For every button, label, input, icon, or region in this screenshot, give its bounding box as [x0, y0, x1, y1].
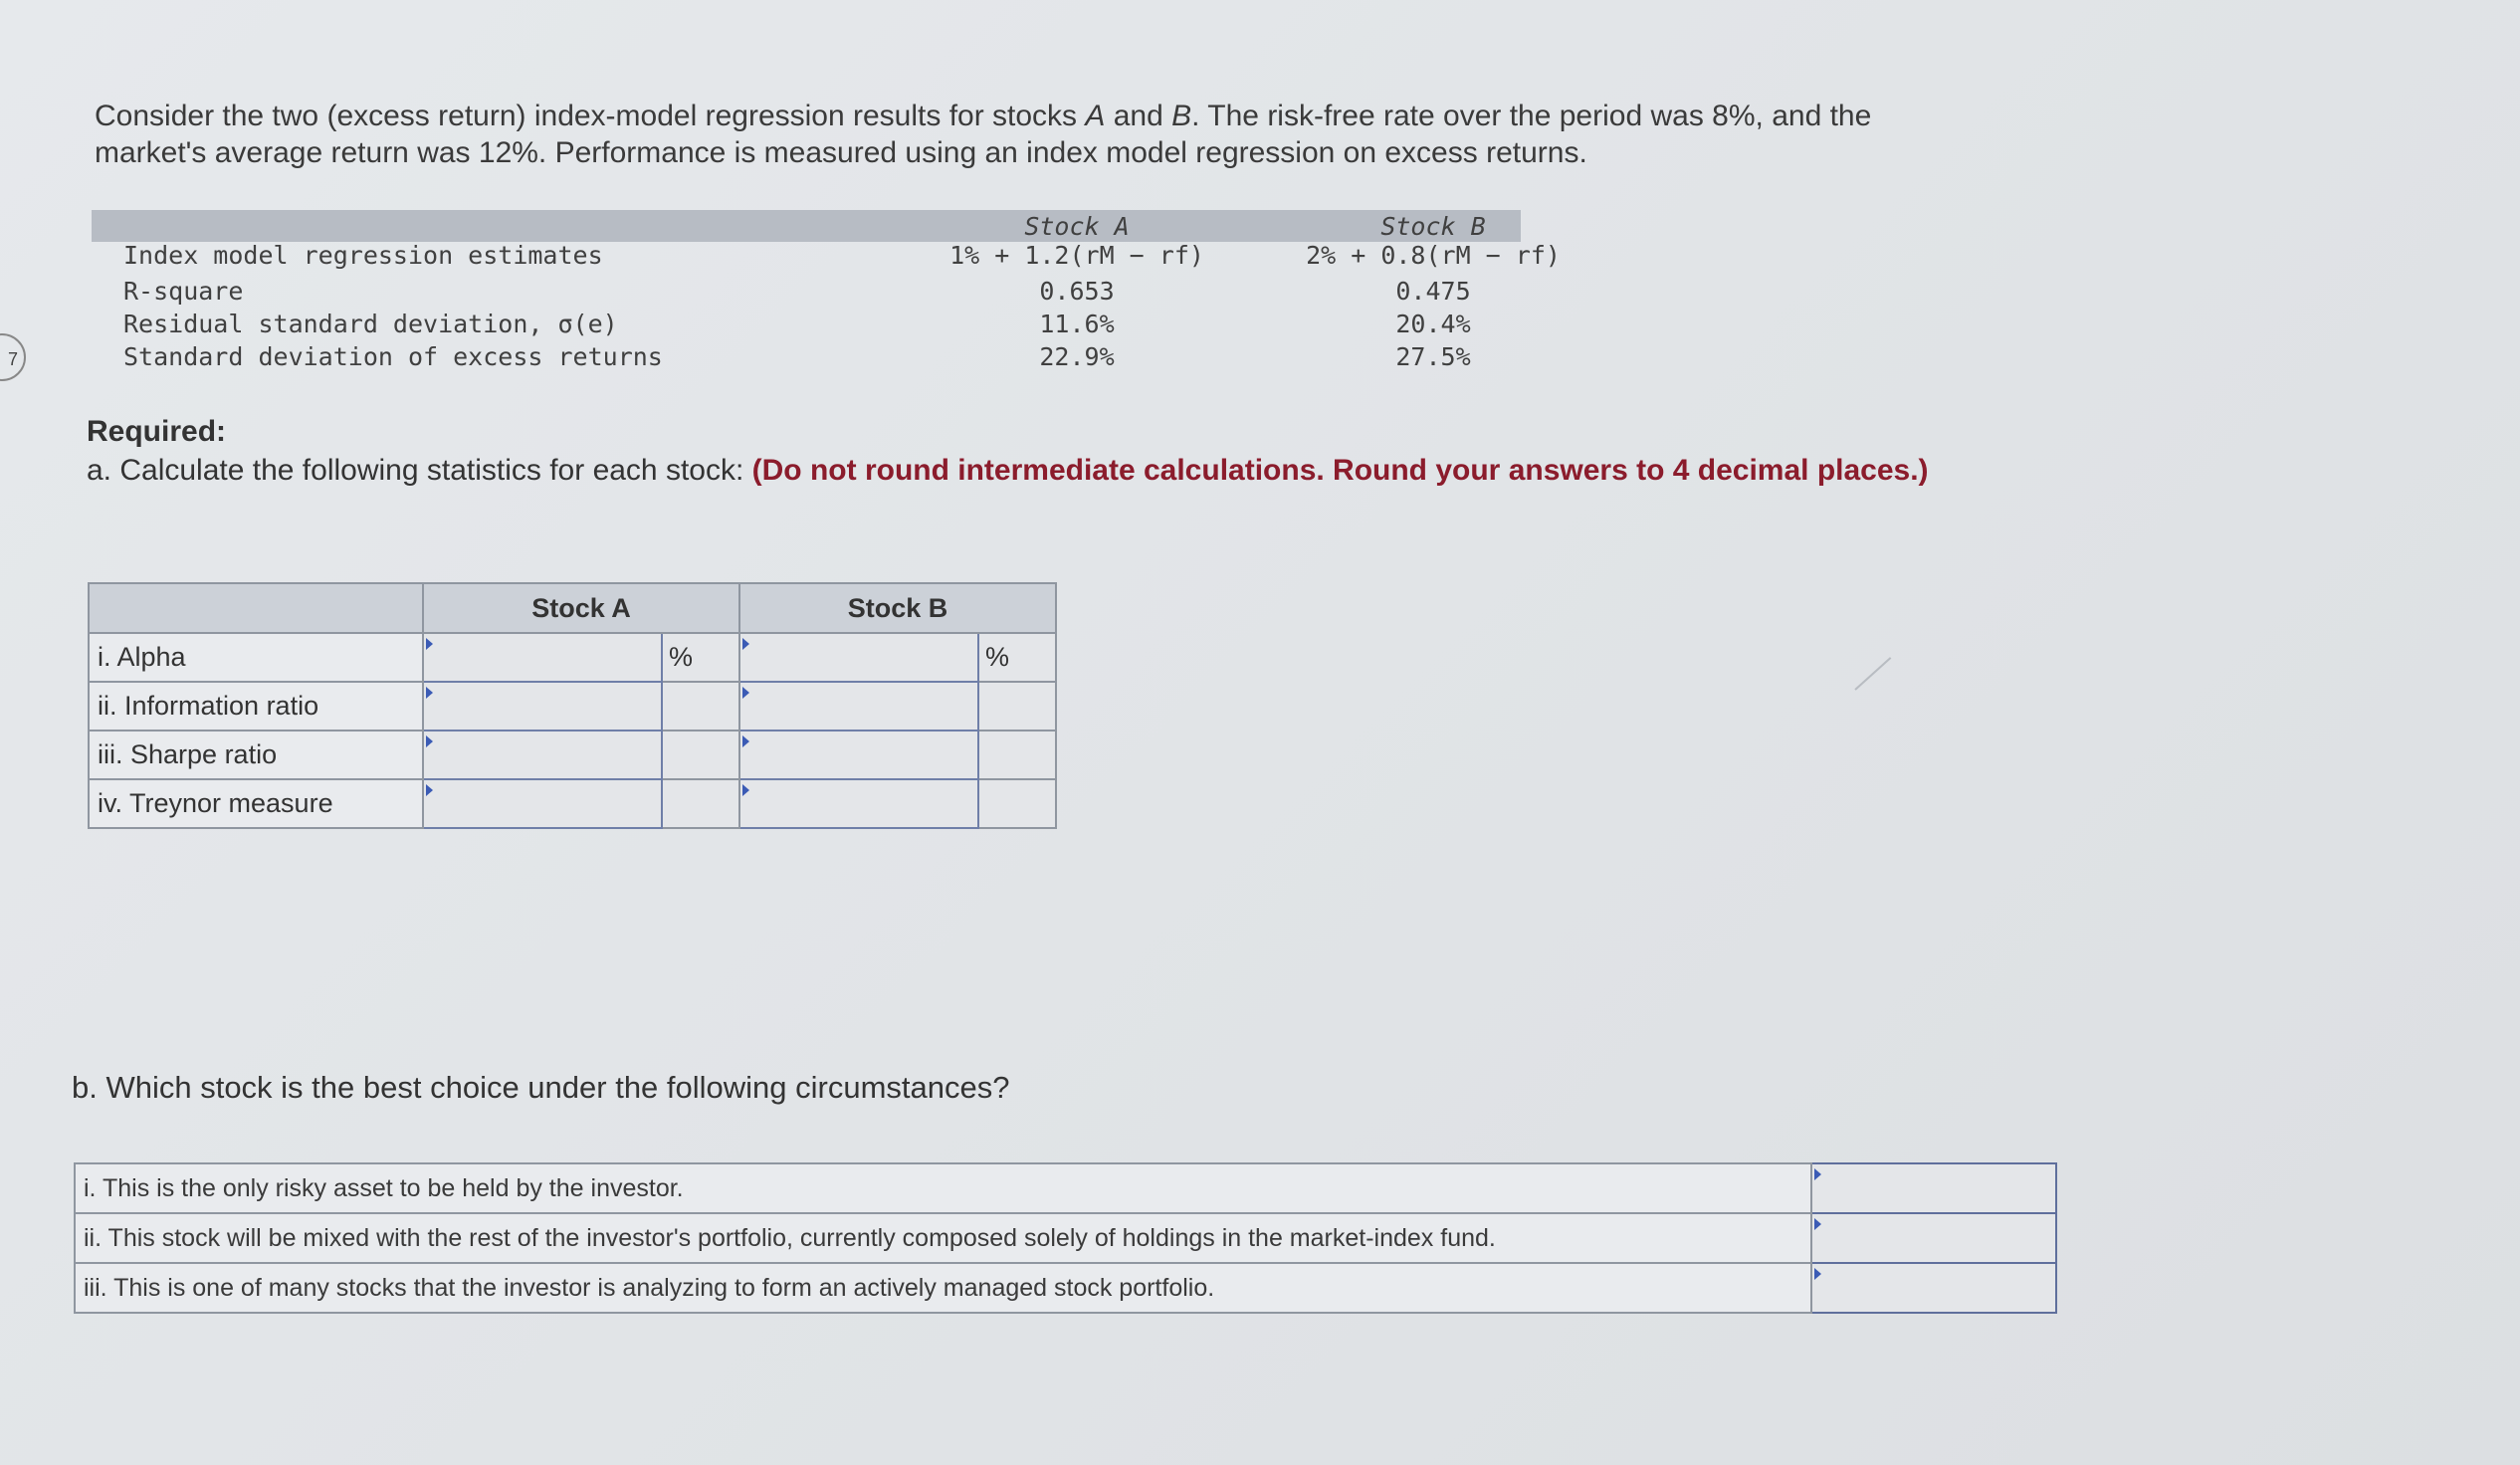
input-marker-icon: [426, 735, 433, 747]
regression-row-label: Residual standard deviation, σ(e): [123, 310, 618, 338]
input-marker-icon: [742, 687, 749, 699]
regression-row-label: Index model regression estimates: [123, 241, 603, 270]
problem-intro: [95, 98, 2205, 171]
intro-text-3: market's average return was 12%. Performance is measured using an index model regression on excess returns.: [95, 136, 1587, 169]
part-b-ii-select[interactable]: [1811, 1213, 2056, 1263]
input-marker-icon: [426, 784, 433, 796]
sharpe-ratio-stock-a-input[interactable]: [423, 731, 662, 779]
regression-value-b: 20.4%: [1395, 310, 1471, 338]
alpha-stock-b-unit: %: [978, 633, 1056, 682]
input-marker-icon: [742, 638, 749, 650]
intro-and: and: [1105, 100, 1172, 132]
required-section: [87, 412, 2157, 490]
regression-col-stock-b: Stock B: [1380, 212, 1486, 241]
alpha-stock-a-unit: %: [662, 633, 739, 682]
regression-row: [92, 308, 1521, 340]
regression-value-a: 11.6%: [1039, 310, 1115, 338]
sharpe-ratio-stock-a-unit: [662, 731, 739, 779]
input-marker-icon: [426, 638, 433, 650]
answer-table-header: [89, 583, 1056, 633]
part-b-row-label: iii. This is one of many stocks that the investor is analyzing to form an actively managed stock portfolio.: [75, 1263, 1811, 1313]
information-ratio-stock-a-unit: [662, 682, 739, 731]
information-ratio-stock-a-input[interactable]: [423, 682, 662, 731]
treynor-measure-stock-a-input[interactable]: [423, 779, 662, 828]
table-row: [89, 682, 1056, 731]
information-ratio-stock-b-input[interactable]: [739, 682, 978, 731]
part-b-row-label: ii. This stock will be mixed with the rest of the investor's portfolio, currently composed solely of holdings in the market-index fund.: [75, 1213, 1811, 1263]
part-b-i-select[interactable]: [1811, 1163, 2056, 1213]
stock-b-symbol: B: [1171, 100, 1192, 132]
row-label-information-ratio: ii. Information ratio: [89, 682, 423, 731]
treynor-measure-stock-b-input[interactable]: [739, 779, 978, 828]
table-row: [75, 1163, 2056, 1213]
rounding-note: (Do not round intermediate calculations. Round your answers to 4 decimal places.): [751, 454, 1929, 487]
regression-row: [92, 275, 1521, 308]
table-row: [75, 1213, 2056, 1263]
treynor-measure-stock-a-unit: [662, 779, 739, 828]
part-b-iii-select[interactable]: [1811, 1263, 2056, 1313]
alpha-stock-b-input[interactable]: [739, 633, 978, 682]
header-stock-a: Stock A: [423, 583, 739, 633]
regression-row-label: Standard deviation of excess returns: [123, 342, 663, 371]
intro-text-2: . The risk-free rate over the period was 8%, and the: [1191, 100, 1872, 132]
table-row: [89, 779, 1056, 828]
select-marker-icon: [1814, 1168, 1821, 1180]
regression-value-b: 27.5%: [1395, 342, 1471, 371]
input-marker-icon: [742, 784, 749, 796]
regression-value-b: 2% + 0.8(rM − rf): [1306, 241, 1561, 270]
regression-row: [92, 239, 1561, 272]
row-label-sharpe-ratio: iii. Sharpe ratio: [89, 731, 423, 779]
regression-table: [92, 210, 1561, 373]
part-b-question: b. Which stock is the best choice under the following circumstances?: [72, 1070, 1010, 1105]
row-label-alpha: i. Alpha: [89, 633, 423, 682]
input-marker-icon: [742, 735, 749, 747]
table-row: [89, 633, 1056, 682]
table-row: [89, 731, 1056, 779]
part-b-row-label: i. This is the only risky asset to be held by the investor.: [75, 1163, 1811, 1213]
alpha-stock-a-input[interactable]: [423, 633, 662, 682]
sharpe-ratio-stock-b-input[interactable]: [739, 731, 978, 779]
regression-value-b: 0.475: [1395, 277, 1471, 306]
information-ratio-stock-b-unit: [978, 682, 1056, 731]
regression-row-label: R-square: [123, 277, 244, 306]
treynor-measure-stock-b-unit: [978, 779, 1056, 828]
part-b-answer-table: [74, 1162, 2057, 1314]
sharpe-ratio-stock-b-unit: [978, 731, 1056, 779]
question-number-badge: 7: [0, 333, 26, 381]
regression-value-a: 22.9%: [1039, 342, 1115, 371]
regression-col-stock-a: Stock A: [1024, 212, 1130, 241]
header-stock-b: Stock B: [739, 583, 1056, 633]
regression-value-a: 1% + 1.2(rM − rf): [949, 241, 1204, 270]
row-label-treynor-measure: iv. Treynor measure: [89, 779, 423, 828]
part-a-answer-table: [88, 582, 1057, 829]
regression-value-a: 0.653: [1039, 277, 1115, 306]
regression-table-header: [92, 210, 1521, 242]
table-row: [75, 1263, 2056, 1313]
part-a-instruction: a. Calculate the following statistics for each stock:: [87, 454, 752, 487]
input-marker-icon: [426, 687, 433, 699]
intro-text-1: Consider the two (excess return) index-model regression results for stocks: [95, 100, 1086, 132]
select-marker-icon: [1814, 1218, 1821, 1230]
pen-mark: [1854, 657, 1891, 691]
header-blank: [89, 583, 423, 633]
select-marker-icon: [1814, 1268, 1821, 1280]
required-title: Required:: [87, 415, 227, 448]
stock-a-symbol: A: [1085, 100, 1106, 132]
regression-row: [92, 340, 1521, 373]
